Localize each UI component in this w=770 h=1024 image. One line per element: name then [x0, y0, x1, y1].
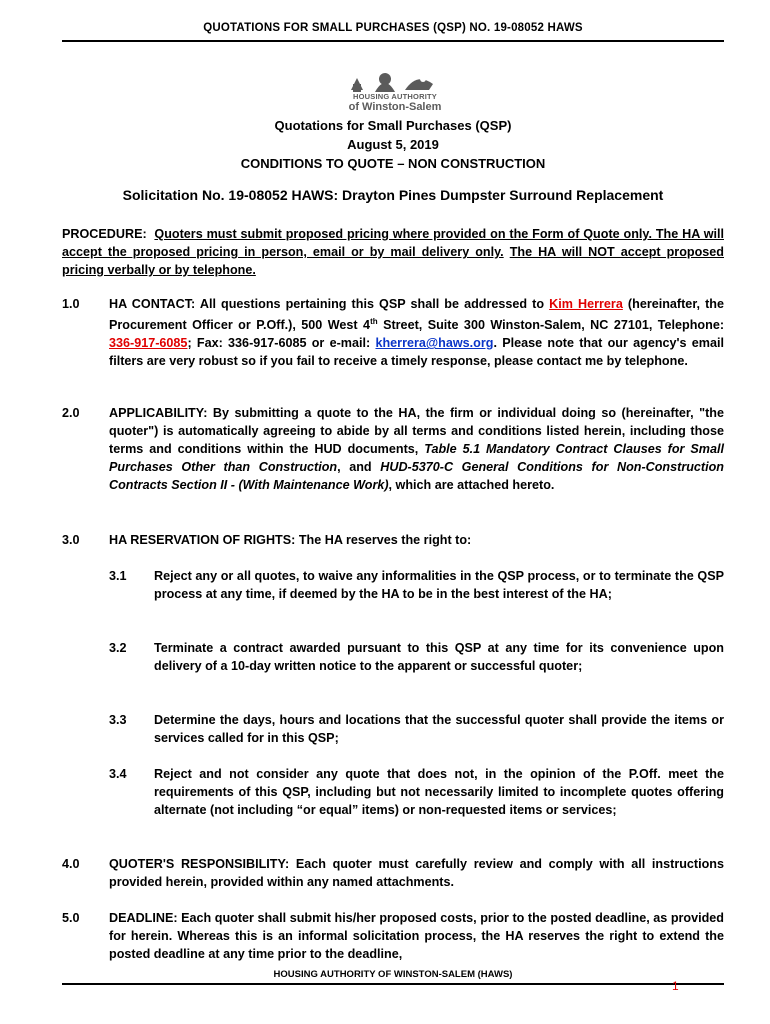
subsection-3-4 [109, 765, 724, 819]
running-header: QUOTATIONS FOR SMALL PURCHASES (QSP) NO. 19-08052 HAWS [203, 22, 583, 34]
procedure-label: PROCEDURE: [62, 227, 147, 241]
subsection-number: 3.2 [109, 641, 127, 655]
footer-rule [62, 983, 724, 985]
subsection-text: Reject and not consider any quote that does not, in the opinion of the P.Off. meet the requirements of this QSP, including but not necessarily limited to incomplete quotes offering alternate (not including “or equal” items) or non-requested items or services; [154, 767, 724, 817]
section-text: HA CONTACT: All questions pertaining this QSP shall be addressed to [109, 297, 550, 311]
section-text: ; Fax: 336-917-6085 or e-mail: [187, 336, 376, 351]
section-number: 4.0 [62, 857, 80, 871]
procedure-text-2: The HA will NOT accept proposed pricing verbally or by telephone. [62, 245, 724, 277]
phone-link[interactable]: 336-917-6085 [109, 336, 188, 351]
logo-line-2: of Winston-Salem [348, 101, 442, 113]
section-text: APPLICABILITY: By submitting a quote to the HA, the firm or individual doing so (hereinafter, "the quoter") is automatically agreeing to abide by all terms and conditions listed herein, including those terms and conditions within the HUD documents, [109, 406, 724, 456]
solicitation-title: Solicitation No. 19-08052 HAWS: Drayton Pines Dumpster Surround Replacement [122, 187, 664, 203]
section-1 [62, 295, 724, 370]
subsection-3-2 [109, 639, 724, 675]
document-reference: HUD-5370-C General Conditions for Non-Construction Contracts Section II - (With Maintenance Work) [109, 460, 724, 492]
section-text: DEADLINE: Each quoter shall submit his/her proposed costs, prior to the posted deadline, as provided for herein. Whereas this is an informal solicitation process, the HA reserves the right to extend the posted deadline at any time prior to the deadline, [109, 911, 724, 961]
section-2 [62, 404, 724, 494]
procedure-paragraph [62, 225, 724, 279]
section-text: , which are attached hereto. [388, 478, 555, 492]
title-date: August 5, 2019 [347, 137, 439, 152]
subsection-number: 3.4 [109, 767, 127, 781]
subsection-number: 3.1 [109, 569, 127, 583]
subsection-text: Reject any or all quotes, to waive any informalities in the QSP process, or to terminate the QSP process at any time, if deemed by the HA to be in the best interest of the HA; [154, 569, 724, 601]
section-number: 3.0 [62, 533, 80, 547]
procedure-text: Quoters must submit proposed pricing where provided on the Form of Quote only. The HA will accept the proposed pricing in person, email or by mail delivery only. [62, 227, 724, 259]
title-line-1: Quotations for Small Purchases (QSP) [274, 118, 512, 133]
document-reference: Table 5.1 Mandatory Contract Clauses for Small Purchases Other than Construction [109, 442, 724, 474]
section-text: , and [337, 460, 381, 474]
footer-text: HOUSING AUTHORITY OF WINSTON-SALEM (HAWS) [273, 969, 513, 980]
section-number: 1.0 [62, 297, 80, 311]
section-number: 2.0 [62, 406, 80, 420]
subsection-3-3 [109, 711, 724, 747]
subsection-text: Terminate a contract awarded pursuant to this QSP at any time for its convenience upon delivery of a 10-day written notice to the apparent or successful quoter; [154, 641, 724, 673]
page-number: 1 [672, 979, 679, 993]
subsection-text: Determine the days, hours and locations that the successful quoter shall provide the items or services called for in this QSP; [154, 713, 724, 745]
section-text: Street, Suite 300 Winston-Salem, NC 27101, Telephone: [377, 318, 725, 333]
title-block [62, 116, 724, 173]
contact-name-link[interactable]: Kim Herrera [549, 297, 623, 311]
section-text: HA RESERVATION OF RIGHTS: The HA reserves the right to: [109, 533, 472, 547]
subsection-number: 3.3 [109, 713, 127, 727]
section-4 [62, 855, 724, 891]
section-text: QUOTER'S RESPONSIBILITY: Each quoter must carefully review and comply with all instructions provided herein, provided within any named attachments. [109, 857, 724, 889]
section-3 [62, 531, 724, 549]
section-5 [62, 909, 724, 963]
section-text: (hereinafter, the Procurement Officer or P.Off.), 500 West 4 [109, 297, 724, 333]
superscript: th [370, 317, 378, 326]
title-line-3: CONDITIONS TO QUOTE – NON CONSTRUCTION [240, 156, 546, 171]
logo-text [332, 92, 458, 113]
logo-line-1: HOUSING AUTHORITY [353, 92, 437, 101]
header-rule [62, 40, 724, 42]
section-text: . Please note that our agency's email filters are very robust so if you fail to receive a timely response, please contact me by telephone. [109, 336, 725, 369]
subsection-3-1 [109, 567, 724, 603]
email-link[interactable]: kherrera@haws.org [375, 336, 494, 351]
section-number: 5.0 [62, 911, 80, 925]
